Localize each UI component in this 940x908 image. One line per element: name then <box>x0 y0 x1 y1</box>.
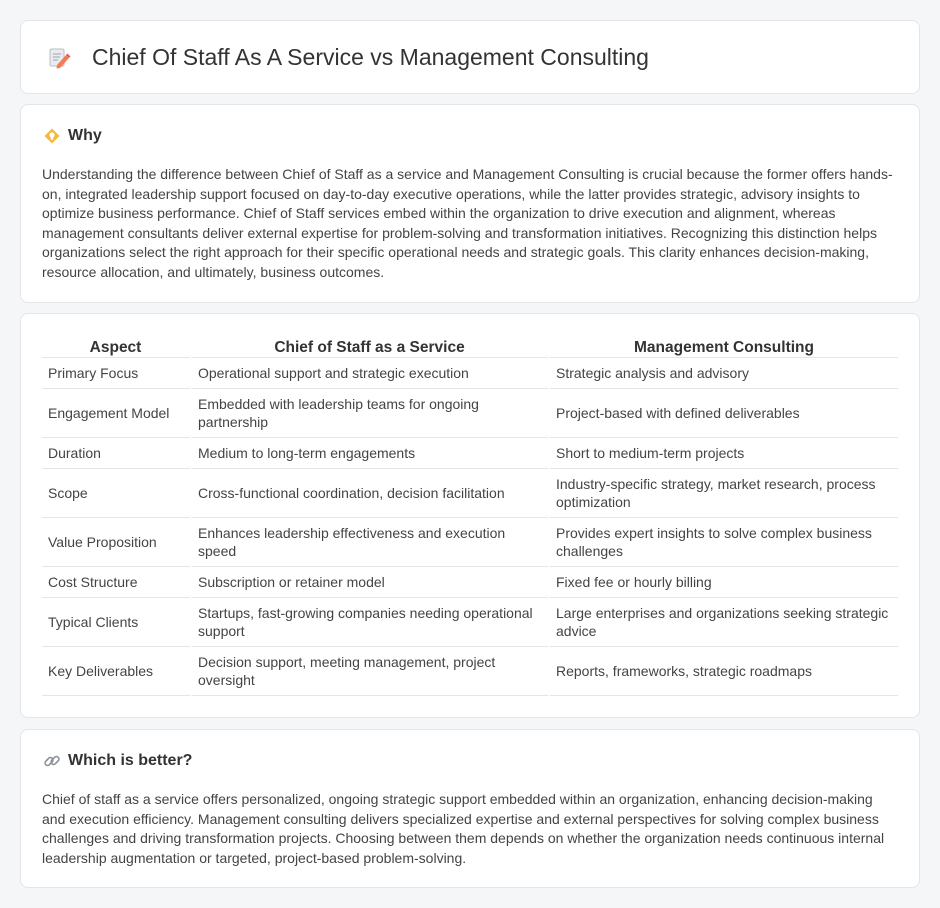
header-chief-of-staff: Chief of Staff as a Service <box>192 336 550 358</box>
comparison-table <box>42 336 898 696</box>
aspect-cell: Key Deliverables <box>42 647 192 696</box>
header-management-consulting: Management Consulting <box>550 336 898 358</box>
why-title: Why <box>68 127 102 144</box>
table-row <box>42 358 898 389</box>
header-aspect: Aspect <box>42 336 192 358</box>
better-text: Chief of staff as a service offers personalized, ongoing strategic support embedded within an organization, enhancing decision-making and execution efficiency. Management consulting delivers specialized expertise and external perspectives for solving complex business challenges and driving transformation projects. Choosing between them depends on whether the organization needs continuous internal leadership augmentation or targeted, project-based problem-solving. <box>42 791 885 866</box>
document-pencil-icon <box>47 46 71 70</box>
table-row <box>42 598 898 647</box>
header-card <box>20 20 920 94</box>
aspect-cell: Duration <box>42 438 192 469</box>
consulting-cell: Large enterprises and organizations seeking strategic advice <box>550 598 898 647</box>
table-row <box>42 518 898 567</box>
which-is-better-section <box>20 729 920 888</box>
chief-of-staff-cell: Enhances leadership effectiveness and execution speed <box>192 518 550 567</box>
why-section <box>20 104 920 303</box>
consulting-cell: Strategic analysis and advisory <box>550 358 898 389</box>
table-row <box>42 647 898 696</box>
chief-of-staff-cell: Decision support, meeting management, project oversight <box>192 647 550 696</box>
table-header-row <box>42 336 898 358</box>
table-row <box>42 469 898 518</box>
chief-of-staff-cell: Subscription or retainer model <box>192 567 550 598</box>
consulting-cell: Reports, frameworks, strategic roadmaps <box>550 647 898 696</box>
comparison-section <box>20 313 920 718</box>
why-text: Understanding the difference between Chief of Staff as a service and Management Consulting is crucial because the former offers hands-on, integrated leadership support focused on day-to-day executive operations, while the latter provides strategic, advisory insights to optimize business performance. Chief of Staff services embed within the organization to drive execution and alignment, whereas management consultants deliver external expertise for problem-solving and transformation initiatives. Recognizing this distinction helps organizations select the right approach for their specific operational needs and strategic goals. This clarity enhances decision-making, resource allocation, and ultimately, business outcomes. <box>42 166 893 280</box>
chief-of-staff-cell: Cross-functional coordination, decision facilitation <box>192 469 550 518</box>
why-heading <box>43 127 102 145</box>
aspect-cell: Engagement Model <box>42 389 192 438</box>
consulting-cell: Short to medium-term projects <box>550 438 898 469</box>
aspect-cell: Cost Structure <box>42 567 192 598</box>
chief-of-staff-cell: Operational support and strategic execution <box>192 358 550 389</box>
page-title: Chief Of Staff As A Service vs Management Consulting <box>92 44 649 70</box>
consulting-cell: Fixed fee or hourly billing <box>550 567 898 598</box>
chief-of-staff-cell: Medium to long-term engagements <box>192 438 550 469</box>
table-row <box>42 438 898 469</box>
chief-of-staff-cell: Startups, fast-growing companies needing operational support <box>192 598 550 647</box>
aspect-cell: Typical Clients <box>42 598 192 647</box>
consulting-cell: Provides expert insights to solve complex business challenges <box>550 518 898 567</box>
better-title: Which is better? <box>68 752 193 769</box>
table-row <box>42 389 898 438</box>
lightbulb-icon <box>43 127 61 145</box>
chief-of-staff-cell: Embedded with leadership teams for ongoing partnership <box>192 389 550 438</box>
better-heading <box>43 752 192 770</box>
consulting-cell: Industry-specific strategy, market research, process optimization <box>550 469 898 518</box>
aspect-cell: Primary Focus <box>42 358 192 389</box>
link-icon <box>43 752 61 770</box>
table-row <box>42 567 898 598</box>
aspect-cell: Value Proposition <box>42 518 192 567</box>
consulting-cell: Project-based with defined deliverables <box>550 389 898 438</box>
aspect-cell: Scope <box>42 469 192 518</box>
